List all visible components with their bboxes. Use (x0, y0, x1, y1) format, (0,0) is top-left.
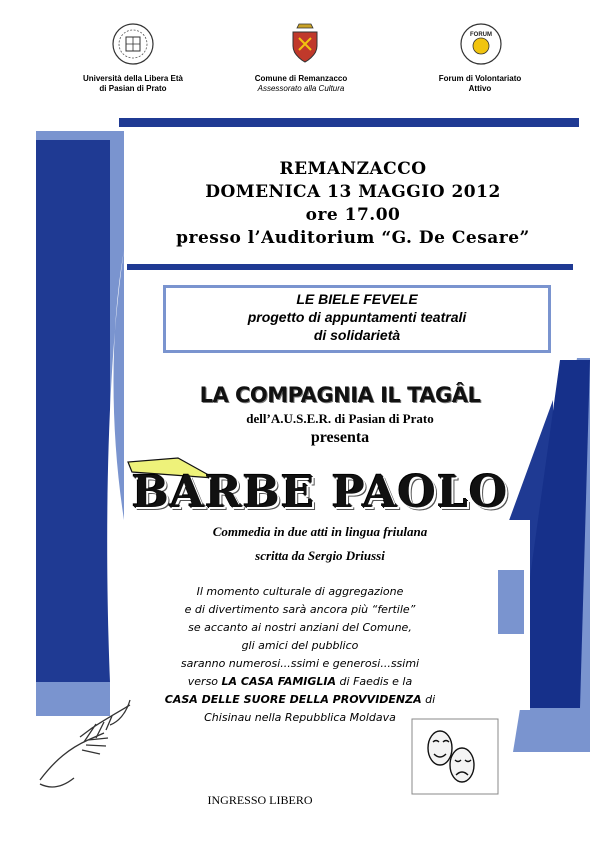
org-forum-name: Forum di Volontariato (438, 74, 522, 83)
play-description: Commedia in due atti in lingua friulana (212, 524, 428, 539)
university-logo (111, 22, 155, 66)
company-association: dell’A.U.S.E.R. di Pasian di Prato (246, 411, 434, 426)
forum-logo-text: FORUM (470, 32, 492, 38)
forum-logo (459, 22, 503, 66)
message-line8: Chisinau nella Repubblica Moldava (204, 711, 396, 724)
project-line2: progetto di appuntamenti teatrali (247, 309, 467, 325)
play-author: scritta da Sergio Driussi (255, 548, 385, 563)
org-comune-name: Comune di Remanzacco (254, 74, 348, 83)
comune-coat-of-arms (283, 22, 327, 66)
org-university-sub: di Pasian di Prato (99, 84, 167, 93)
project-box (163, 285, 551, 353)
message-line6-c: di Faedis e la (336, 675, 413, 688)
message-line6-a: verso (187, 675, 222, 688)
message-line3: se accanto ai nostri anziani del Comune, (188, 621, 412, 634)
message-line7 (140, 691, 460, 709)
message-line7-b: di (421, 693, 436, 706)
org-comune (211, 74, 391, 94)
org-university-name: Università della Libera Età (82, 74, 184, 83)
right-small-square (498, 570, 524, 634)
message-paragraph (140, 583, 460, 727)
project-title: LE BIELE FEVELE (296, 291, 418, 307)
message-line1: Il momento culturale di aggregazione (196, 585, 404, 598)
message-line5: saranno numerosi...ssimi e generosi...ssimi (180, 657, 420, 670)
casa-suore: CASA DELLE SUORE DELLA PROVVIDENZA (164, 693, 422, 706)
event-date: DOMENICA 13 MAGGIO 2012 (205, 182, 501, 202)
mid-navy-bar (127, 264, 573, 270)
org-university (43, 74, 223, 94)
org-comune-sub: Assessorato alla Cultura (257, 84, 345, 93)
presents-label: presenta (310, 429, 370, 446)
casa-famiglia: LA CASA FAMIGLIA (221, 675, 337, 688)
event-place: REMANZACCO (279, 159, 427, 179)
message-line4: gli amici del pubblico (241, 639, 359, 652)
event-details (128, 158, 578, 250)
free-entry: INGRESSO LIBERO (207, 793, 313, 807)
event-time: ore 17.00 (305, 205, 401, 225)
message-line6 (140, 673, 460, 691)
message-line2: e di divertimento sarà ancora più “fertile” (184, 603, 416, 616)
left-navy-panel (36, 140, 110, 682)
play-title: BARBE PAOLO (131, 467, 509, 518)
event-venue: presso l’Auditorium “G. De Cesare” (176, 228, 530, 248)
top-navy-bar (119, 118, 579, 127)
org-forum-sub: Attivo (468, 84, 492, 93)
project-line3: di solidarietà (313, 327, 401, 343)
org-forum (390, 74, 570, 94)
company-name: LA COMPAGNIA IL TAGÂL (199, 383, 481, 407)
